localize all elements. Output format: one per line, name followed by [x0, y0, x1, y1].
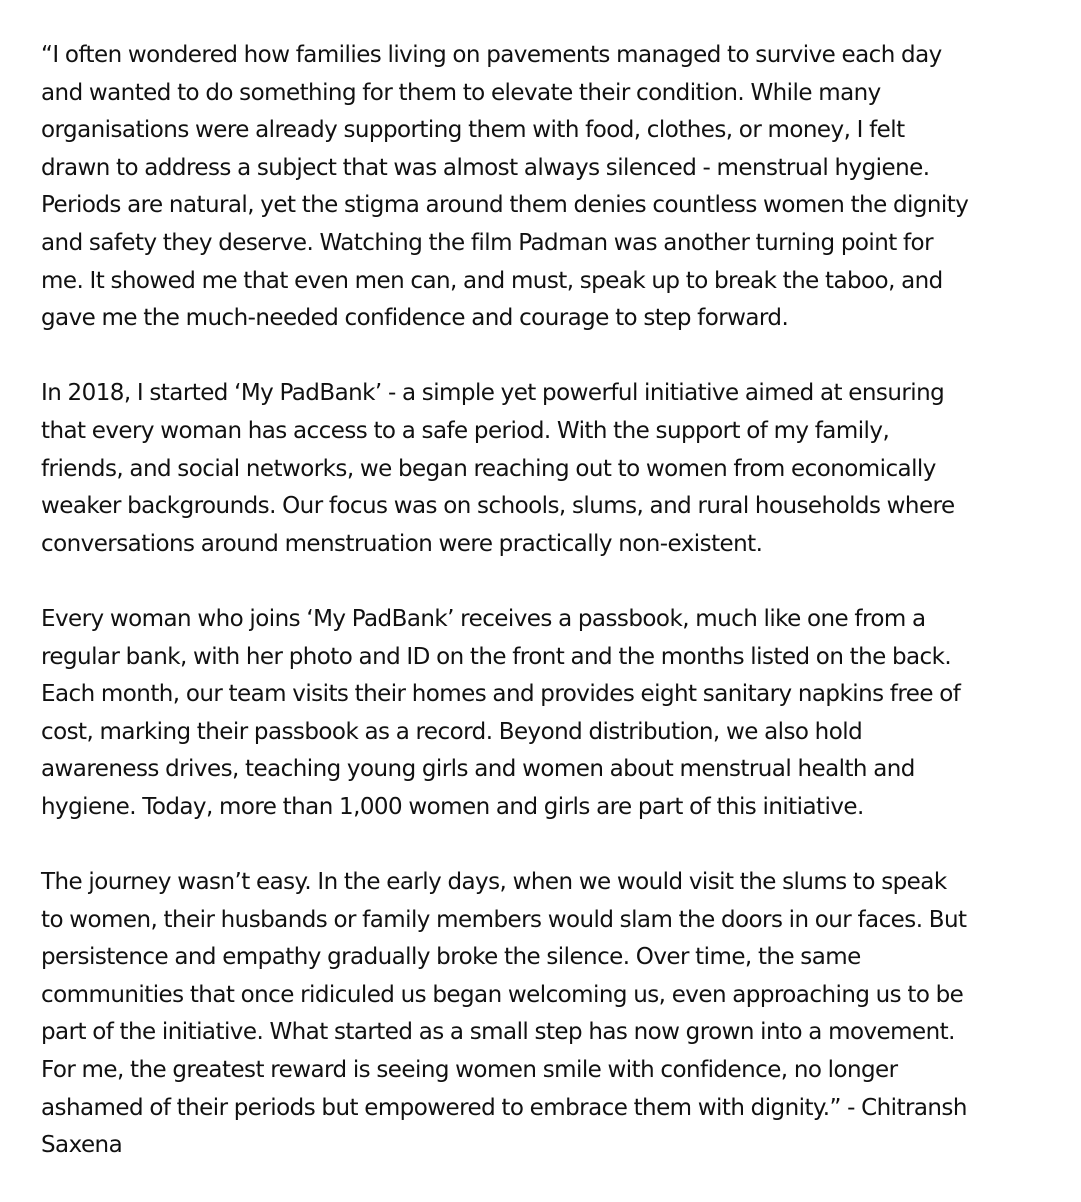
text-line: friends, and social networks, we began reaching out to women from economically [41, 455, 936, 482]
text-line: persistence and empathy gradually broke the silence. Over time, the same [41, 944, 861, 971]
text-line: In 2018, I started ‘My PadBank’ - a simple yet powerful initiative aimed at ensuring [41, 380, 945, 407]
text-line: and wanted to do something for them to elevate their condition. While many [41, 79, 881, 106]
text-line: weaker backgrounds. Our focus was on schools, slums, and rural households where [41, 493, 955, 520]
text-line: hygiene. Today, more than 1,000 women and girls are part of this initiative. [41, 793, 864, 820]
text-line: Every woman who joins ‘My PadBank’ receives a passbook, much like one from a [41, 605, 926, 632]
text-line: gave me the much-needed confidence and courage to step forward. [41, 305, 789, 332]
text-line: Each month, our team visits their homes and provides eight sanitary napkins free of [41, 681, 961, 708]
paragraph-journey [41, 864, 1061, 1165]
text-line: communities that once ridiculed us began welcoming us, even approaching us to be [41, 981, 964, 1008]
text-line: me. It showed me that even men can, and must, speak up to break the taboo, and [41, 267, 943, 294]
quote-document [41, 37, 1061, 1202]
text-line: and safety they deserve. Watching the film Padman was another turning point for [41, 229, 933, 256]
text-line: The journey wasn’t easy. In the early days, when we would visit the slums to speak [41, 869, 947, 896]
text-line: Periods are natural, yet the stigma around them denies countless women the dignity [41, 192, 969, 219]
paragraph-inspiration [41, 37, 1061, 338]
paragraph-initiative [41, 375, 1061, 563]
text-line: “I often wondered how families living on pavements managed to survive each day [41, 42, 942, 68]
text-line: awareness drives, teaching young girls and women about menstrual health and [41, 756, 915, 783]
text-line: organisations were already supporting them with food, clothes, or money, I felt [41, 117, 905, 144]
paragraph-passbook [41, 601, 1061, 827]
text-line: drawn to address a subject that was almost always silenced - menstrual hygiene. [41, 154, 930, 181]
text-line: ashamed of their periods but empowered to embrace them with dignity.” - Chitransh [41, 1094, 967, 1121]
text-line: regular bank, with her photo and ID on the front and the months listed on the back. [41, 643, 952, 670]
text-line: conversations around menstruation were practically non-existent. [41, 530, 763, 557]
text-line: part of the initiative. What started as a small step has now grown into a movement. [41, 1019, 955, 1046]
text-line: cost, marking their passbook as a record. Beyond distribution, we also hold [41, 718, 863, 745]
text-line: Saxena [41, 1132, 123, 1159]
text-line: that every woman has access to a safe period. With the support of my family, [41, 417, 890, 444]
text-line: to women, their husbands or family members would slam the doors in our faces. But [41, 906, 967, 933]
text-line: For me, the greatest reward is seeing women smile with confidence, no longer [41, 1057, 898, 1084]
